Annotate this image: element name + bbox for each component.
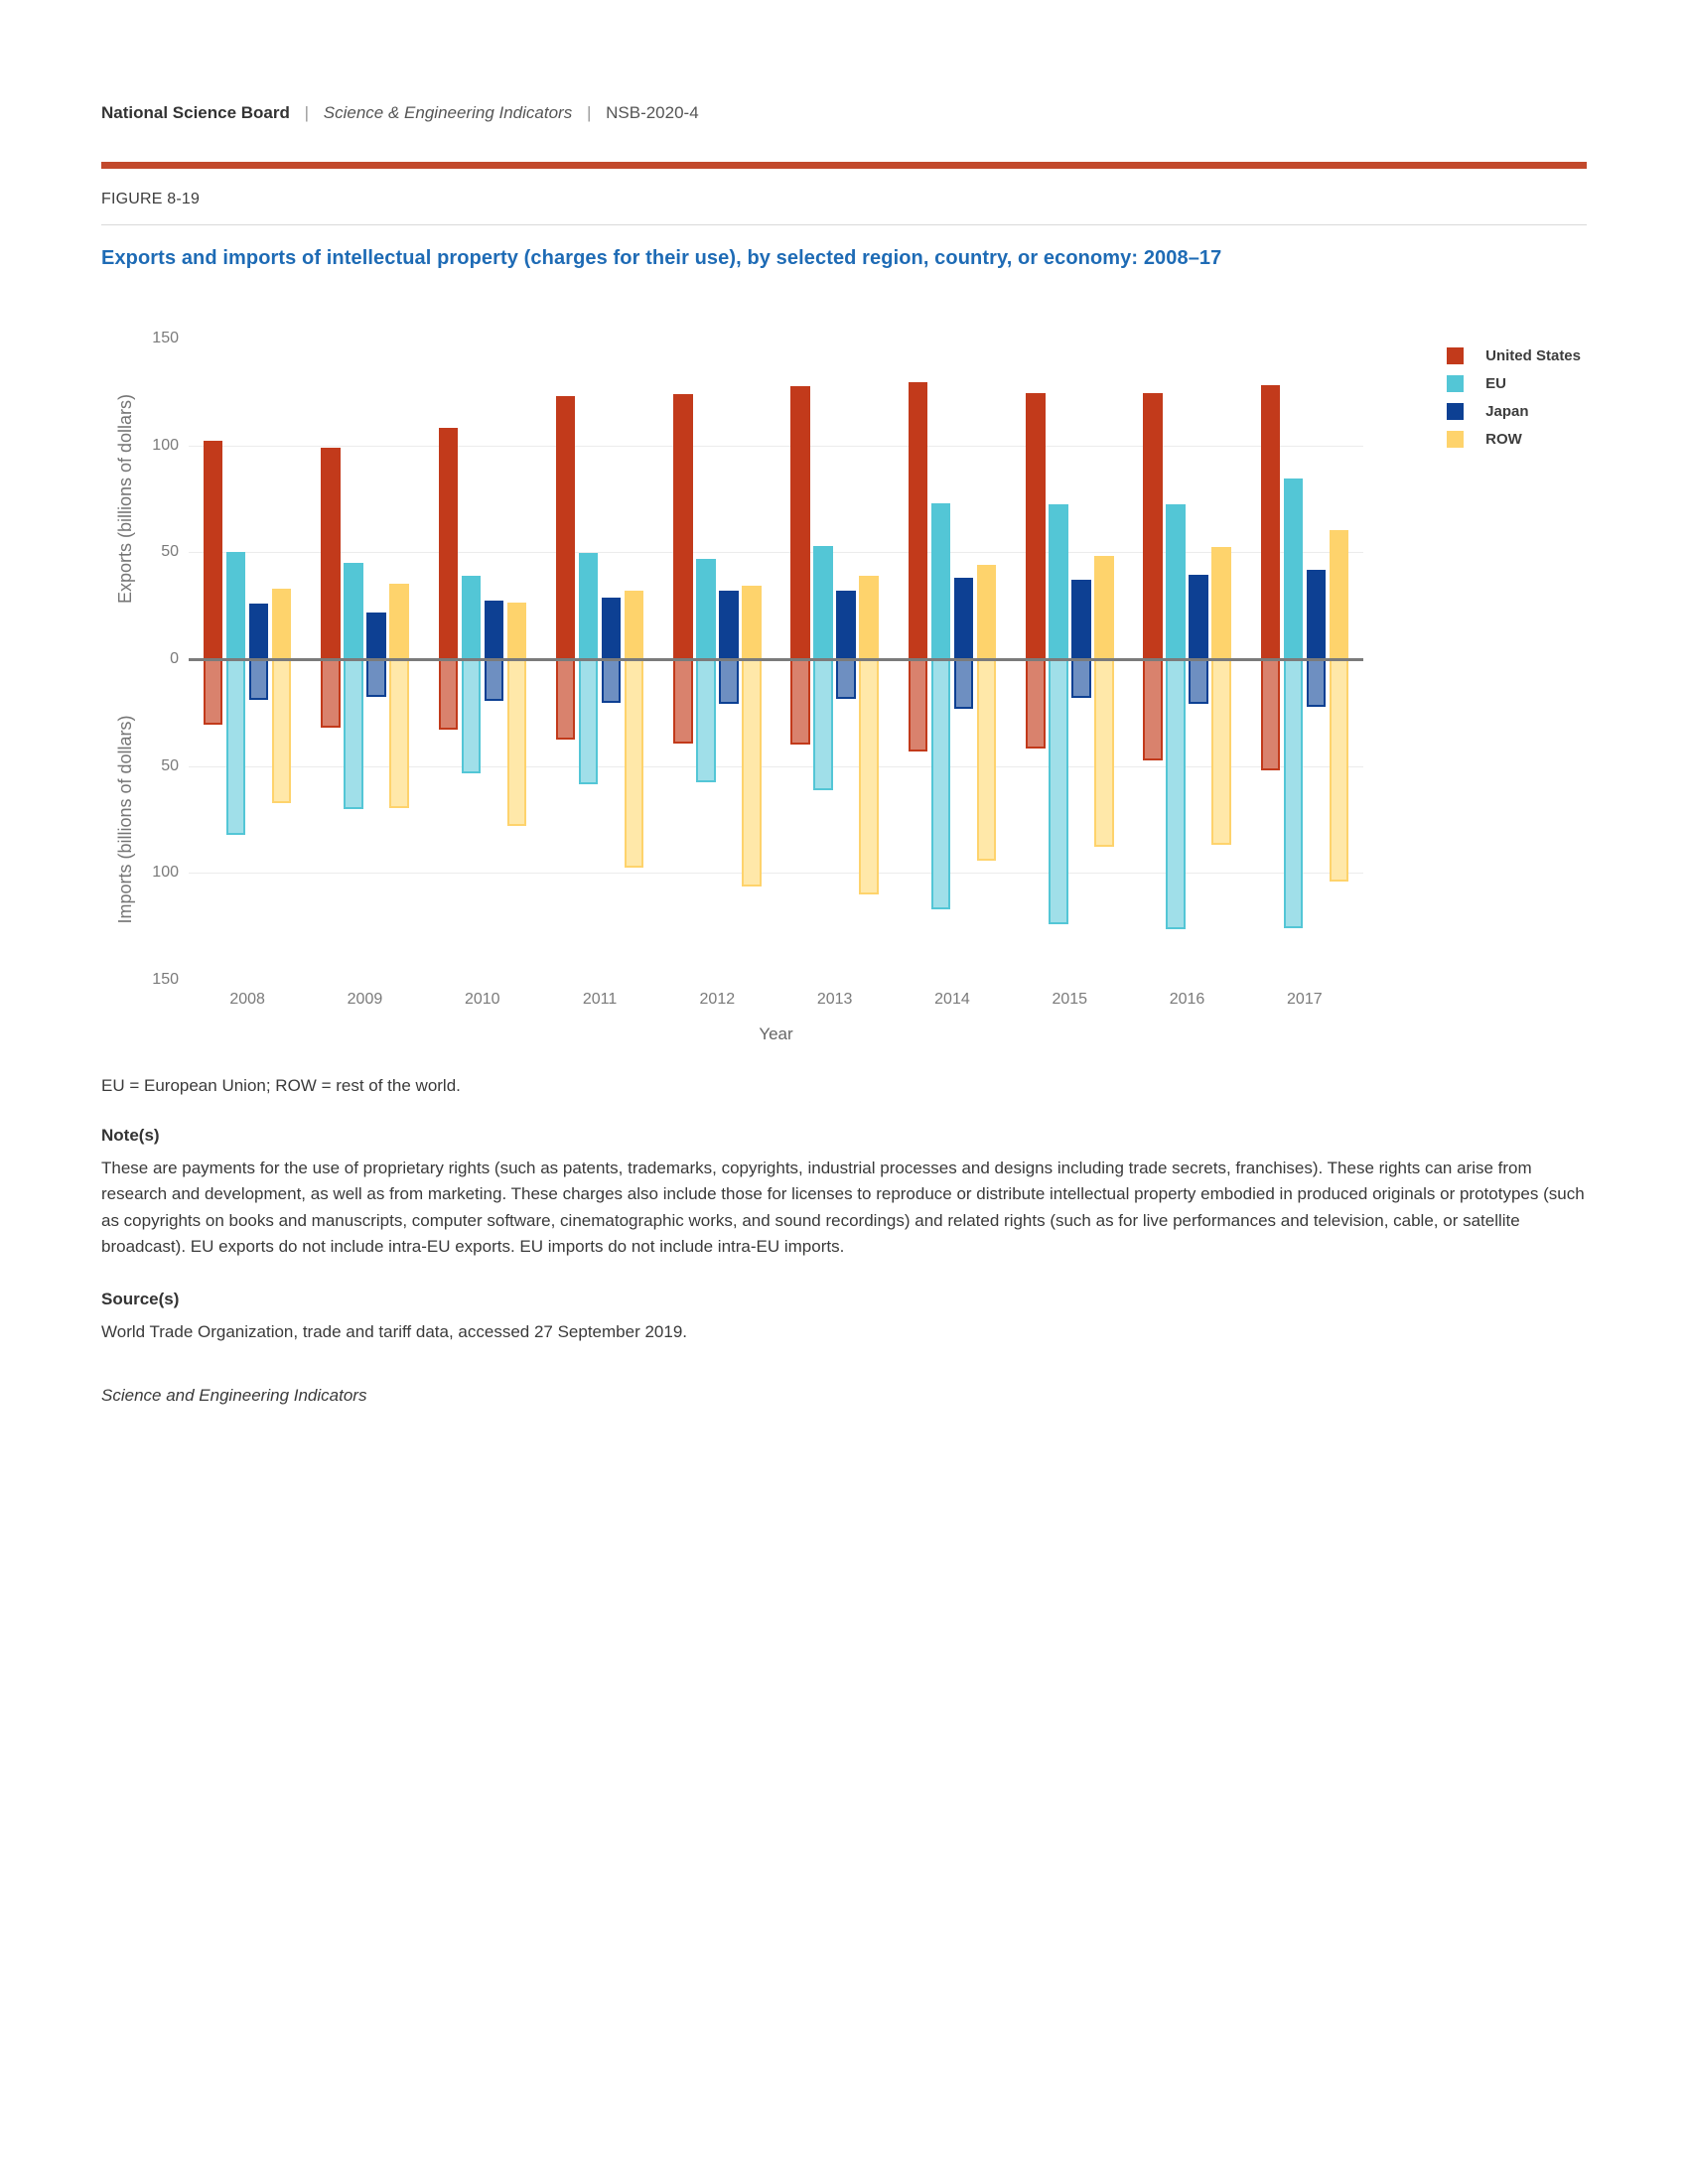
bar-import-row-2011 (625, 659, 644, 868)
bar-export-united-states-2011 (556, 396, 576, 659)
x-tick-2015: 2015 (1052, 991, 1088, 1008)
bar-import-united-states-2013 (790, 659, 810, 745)
bar-import-row-2012 (742, 659, 762, 887)
x-axis-title: Year (759, 1024, 793, 1043)
bar-import-united-states-2009 (321, 659, 341, 728)
gridline-50 (189, 552, 1363, 553)
legend-swatch-row (1447, 431, 1464, 448)
bar-import-row-2013 (859, 659, 879, 894)
x-tick-2017: 2017 (1287, 991, 1323, 1008)
bar-export-japan-2012 (719, 591, 739, 659)
header-publication: Science & Engineering Indicators (323, 103, 573, 122)
bar-export-united-states-2016 (1143, 393, 1163, 659)
bar-export-eu-2016 (1166, 504, 1186, 659)
legend-item-row (1447, 431, 1581, 448)
report-page (101, 0, 1587, 1406)
bar-export-row-2016 (1211, 547, 1231, 659)
bar-export-japan-2010 (485, 601, 504, 659)
legend-swatch-japan (1447, 403, 1464, 420)
bar-import-eu-2008 (226, 659, 246, 835)
legend-item-japan (1447, 403, 1581, 420)
bar-export-united-states-2010 (439, 428, 459, 659)
x-tick-2013: 2013 (816, 991, 853, 1008)
x-tick-2016: 2016 (1169, 991, 1205, 1008)
imports-tick-100: 100 (152, 864, 179, 882)
bar-export-eu-2012 (696, 559, 716, 659)
legend-swatch-united-states (1447, 347, 1464, 364)
bar-export-eu-2009 (344, 563, 363, 659)
x-tick-2011: 2011 (582, 991, 618, 1008)
bar-import-eu-2014 (931, 659, 951, 909)
bar-export-japan-2008 (249, 604, 269, 659)
gridline-50 (189, 766, 1363, 767)
bar-export-united-states-2008 (204, 441, 223, 659)
plot-area (189, 339, 1363, 980)
exports-tick-150: 150 (152, 330, 179, 346)
notes-body: These are payments for the use of proprietary rights (such as patents, trademarks, copyrights, industrial processes and designs including trade secrets, franchises). These rights can arise from research and development, as well as from marketing. These charges also include those for licenses to reproduce or distribute intellectual property embodied in produced originals or prototypes (such as copyrights on books and manuscripts, computer software, cinematographic works, and sound recordings) and related rights (such as for live performances and television, cable, or satellite broadcast). EU exports do not include intra-EU exports. EU imports do not include intra-EU imports. (101, 1159, 1585, 1257)
imports-tick-50: 50 (161, 756, 179, 774)
bar-import-japan-2011 (602, 659, 622, 703)
bar-import-japan-2008 (249, 659, 269, 700)
bar-export-united-states-2013 (790, 386, 810, 659)
bar-export-eu-2013 (813, 546, 833, 659)
bar-export-eu-2015 (1049, 504, 1068, 659)
imports-axis-title: Imports (billions of dollars) (115, 715, 135, 924)
bar-export-row-2008 (272, 589, 292, 659)
bar-import-japan-2016 (1189, 659, 1208, 704)
bar-import-united-states-2015 (1026, 659, 1046, 749)
bar-export-row-2015 (1094, 556, 1114, 659)
bar-export-japan-2011 (602, 598, 622, 659)
legend-label-japan: Japan (1485, 403, 1529, 420)
publication-footer: Science and Engineering Indicators (101, 1385, 367, 1405)
diverging-bar-chart (101, 326, 1587, 1050)
bar-export-row-2017 (1330, 530, 1349, 659)
bar-import-united-states-2014 (909, 659, 928, 751)
x-tick-2009: 2009 (347, 991, 383, 1008)
bar-import-united-states-2012 (673, 659, 693, 744)
bar-import-united-states-2016 (1143, 659, 1163, 760)
header-doc-id: NSB-2020-4 (606, 103, 699, 122)
bar-export-eu-2017 (1284, 478, 1304, 659)
legend-swatch-eu (1447, 375, 1464, 392)
exports-tick-0: 0 (170, 650, 179, 667)
bar-export-row-2014 (977, 565, 997, 659)
header-org: National Science Board (101, 103, 290, 122)
bar-import-japan-2012 (719, 659, 739, 704)
zero-axis-line (189, 658, 1363, 661)
bar-import-eu-2017 (1284, 659, 1304, 928)
bar-import-united-states-2008 (204, 659, 223, 725)
bar-import-japan-2013 (836, 659, 856, 699)
bar-import-japan-2010 (485, 659, 504, 701)
bar-import-united-states-2010 (439, 659, 459, 730)
bar-import-row-2010 (507, 659, 527, 826)
bar-export-united-states-2014 (909, 382, 928, 659)
bar-export-japan-2013 (836, 591, 856, 659)
bar-export-japan-2017 (1307, 570, 1327, 659)
bar-export-united-states-2012 (673, 394, 693, 659)
bar-export-japan-2016 (1189, 575, 1208, 659)
bar-export-japan-2014 (954, 578, 974, 659)
header-separator: | (304, 103, 310, 122)
bar-export-eu-2011 (579, 553, 599, 659)
bar-import-eu-2012 (696, 659, 716, 782)
bar-import-japan-2009 (366, 659, 386, 697)
bar-export-eu-2014 (931, 503, 951, 659)
bar-export-row-2011 (625, 591, 644, 659)
bar-import-eu-2010 (462, 659, 482, 773)
x-tick-2012: 2012 (699, 991, 736, 1008)
bar-export-row-2009 (389, 584, 409, 659)
bar-export-row-2012 (742, 586, 762, 659)
bar-import-row-2008 (272, 659, 292, 803)
bar-import-japan-2017 (1307, 659, 1327, 707)
bar-import-eu-2013 (813, 659, 833, 790)
sources-body: World Trade Organization, trade and tariff data, accessed 27 September 2019. (101, 1322, 688, 1342)
bar-import-row-2014 (977, 659, 997, 861)
notes-heading: Note(s) (101, 1126, 160, 1145)
bar-import-row-2015 (1094, 659, 1114, 847)
bar-import-row-2009 (389, 659, 409, 808)
bar-import-japan-2014 (954, 659, 974, 709)
x-tick-2010: 2010 (464, 991, 500, 1008)
bar-import-eu-2009 (344, 659, 363, 809)
bar-import-eu-2011 (579, 659, 599, 784)
bar-export-japan-2009 (366, 613, 386, 659)
bar-export-united-states-2017 (1261, 385, 1281, 659)
gridline-100 (189, 873, 1363, 874)
bar-import-eu-2016 (1166, 659, 1186, 929)
sources-heading: Source(s) (101, 1290, 180, 1309)
figure-number: FIGURE 8-19 (101, 191, 201, 207)
exports-tick-100: 100 (152, 436, 179, 454)
bar-import-united-states-2017 (1261, 659, 1281, 770)
figure-title: Exports and imports of intellectual property (charges for their use), by selected region, country, or economy: 2008–17 (101, 247, 1222, 269)
exports-tick-50: 50 (161, 543, 179, 561)
bar-export-row-2010 (507, 603, 527, 659)
bar-export-row-2013 (859, 576, 879, 659)
legend-label-united-states: United States (1485, 347, 1581, 364)
bar-export-united-states-2009 (321, 448, 341, 659)
x-tick-2008: 2008 (229, 991, 265, 1008)
accent-rule (101, 162, 1587, 169)
page-header (101, 103, 1587, 123)
bar-export-united-states-2015 (1026, 393, 1046, 659)
bar-export-eu-2010 (462, 576, 482, 659)
legend-item-united-states (1447, 347, 1581, 364)
legend-label-row: ROW (1485, 431, 1522, 448)
abbreviation-note: EU = European Union; ROW = rest of the world. (101, 1076, 461, 1095)
bar-import-united-states-2011 (556, 659, 576, 740)
bar-import-row-2017 (1330, 659, 1349, 882)
exports-axis-title: Exports (billions of dollars) (115, 393, 135, 605)
bar-export-eu-2008 (226, 552, 246, 659)
bar-import-row-2016 (1211, 659, 1231, 845)
divider-rule (101, 224, 1587, 225)
bar-export-japan-2015 (1071, 580, 1091, 659)
header-separator: | (586, 103, 592, 122)
x-tick-2014: 2014 (934, 991, 970, 1008)
bar-import-eu-2015 (1049, 659, 1068, 924)
chart-legend (1447, 347, 1581, 459)
imports-tick-150: 150 (152, 970, 179, 988)
gridline-100 (189, 446, 1363, 447)
bar-import-japan-2015 (1071, 659, 1091, 698)
legend-label-eu: EU (1485, 375, 1506, 392)
legend-item-eu (1447, 375, 1581, 392)
